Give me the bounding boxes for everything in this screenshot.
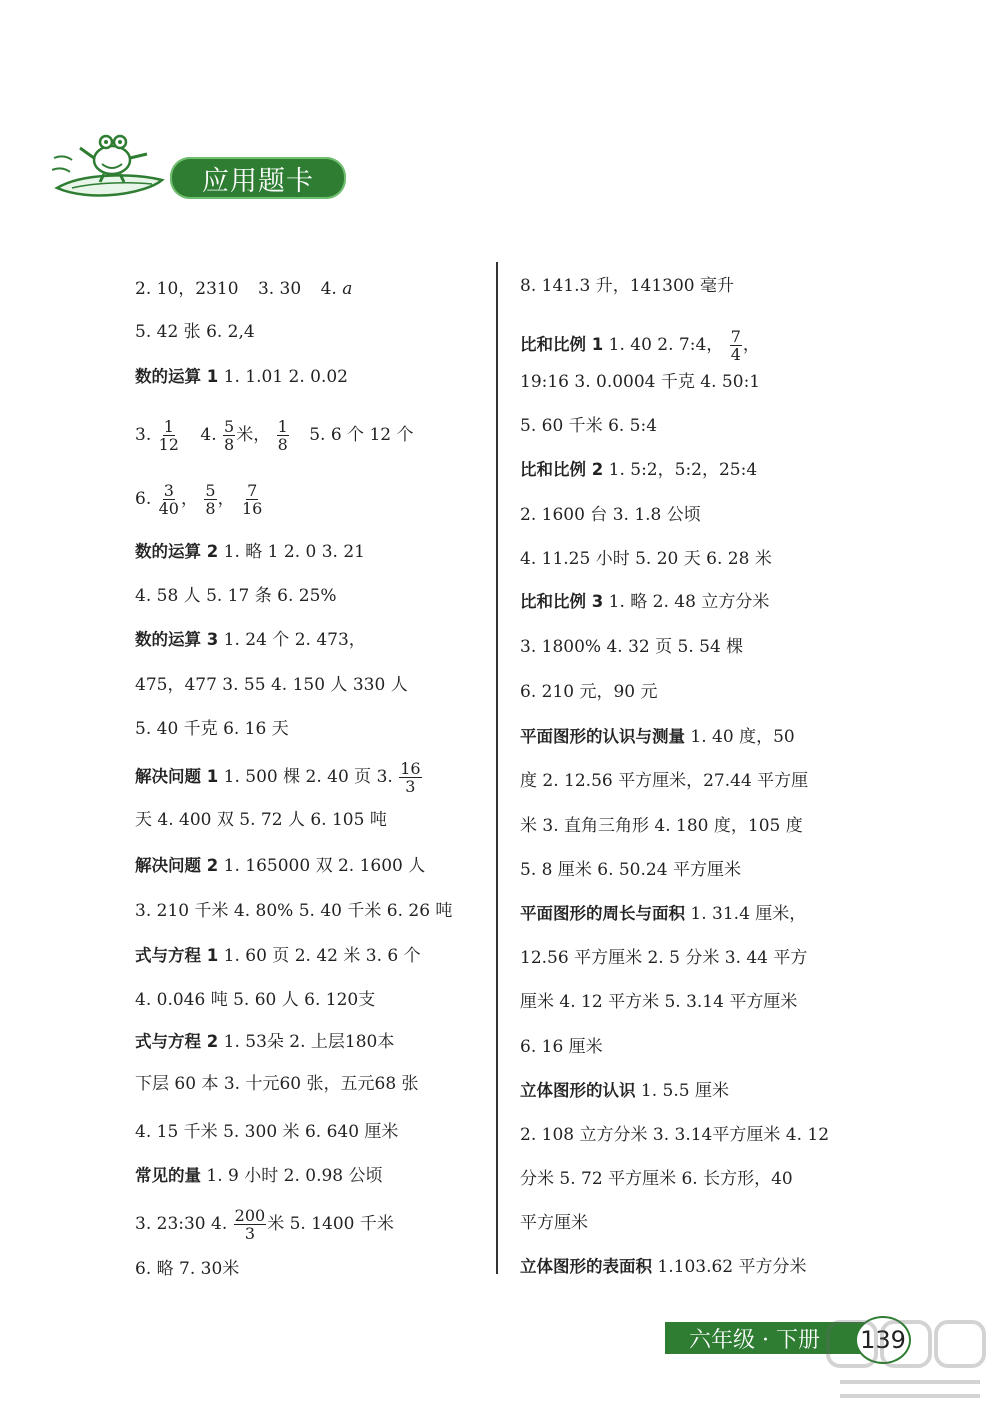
numerator: 3 (163, 481, 174, 500)
answer-line: 分米 5. 72 平方厘米 6. 长方形，40 (520, 1169, 793, 1189)
denominator: 8 (224, 435, 235, 454)
answer-text: 1. 53朵 2. 上层180本 (223, 1032, 395, 1052)
answer-text: 1. 9 小时 2. 0.98 公顷 (206, 1166, 383, 1186)
section-line (135, 365, 348, 389)
section-line (135, 540, 365, 564)
answer-line: 厘米 4. 12 平方米 5. 3.14 平方厘米 (520, 992, 798, 1012)
answer-line: 4. 15 千米 5. 300 米 6. 640 厘米 (135, 1122, 399, 1142)
answer-line: 4. 0.046 吨 5. 60 人 6. 120支 (135, 990, 376, 1010)
frog-surfboard-illustration (52, 118, 172, 218)
answer-line: 475，477 3. 55 4. 150 人 330 人 (135, 675, 408, 695)
answer-line: 米 3. 直角三角形 4. 180 度，105 度 (520, 816, 803, 836)
denominator: 3 (405, 777, 416, 796)
denominator: 12 (158, 435, 179, 454)
answer-line (135, 1207, 394, 1242)
grade-footer: 六年级 · 下册 (665, 1322, 865, 1354)
answer-line: 6. 210 元，90 元 (520, 682, 658, 702)
answer-text: 米， (236, 425, 271, 445)
answer-line: 4. 58 人 5. 17 条 6. 25% (135, 586, 337, 606)
section-heading: 数的运算 2 (135, 542, 219, 561)
answer-line: 2. 1600 台 3. 1.8 公顷 (520, 505, 701, 525)
section-line (520, 902, 806, 926)
denominator: 8 (277, 435, 288, 454)
variable-a: a (342, 279, 353, 299)
section-line (520, 328, 760, 363)
answer-text: 3. 23:30 4. (135, 1214, 233, 1234)
denominator: 40 (158, 499, 179, 518)
section-heading: 式与方程 1 (135, 946, 219, 965)
denominator: 3 (244, 1224, 256, 1243)
answer-line: 6. 16 厘米 (520, 1037, 603, 1057)
fraction (730, 328, 742, 363)
answer-line (135, 277, 352, 301)
answer-text: 1. 31.4 厘米， (690, 904, 807, 924)
fraction (158, 482, 180, 517)
answer-line: 2. 108 立方分米 3. 3.14平方厘米 4. 12 (520, 1125, 830, 1145)
fraction (399, 760, 421, 795)
section-heading: 平面图形的认识与测量 (520, 727, 685, 746)
answer-line: 4. 11.25 小时 5. 20 天 6. 28 米 (520, 549, 772, 569)
answer-line: 3. 1800% 4. 32 页 5. 54 棵 (520, 637, 744, 657)
denominator: 8 (205, 499, 216, 518)
fraction (204, 482, 216, 517)
section-heading: 数的运算 1 (135, 367, 219, 386)
answer-text: 1. 40 度，50 (690, 727, 795, 747)
answer-text: 1. 1.01 2. 0.02 (223, 367, 348, 387)
answer-text: 1. 略 2. 48 立方分米 (608, 592, 770, 612)
answer-text: ， (742, 335, 760, 355)
fraction (241, 482, 263, 517)
section-heading: 平面图形的周长与面积 (520, 904, 685, 923)
site-watermark-logo (820, 1312, 995, 1412)
answer-line: 下层 60 本 3. 十元60 张，五元68 张 (135, 1074, 419, 1094)
answer-line: 6. 略 7. 30米 (135, 1259, 240, 1279)
fraction (158, 418, 180, 453)
answer-text: 米 5. 1400 千米 (267, 1214, 394, 1234)
answer-text: 4. (320, 279, 343, 299)
answer-line: 平方厘米 (520, 1213, 588, 1233)
numerator: 1 (277, 417, 288, 436)
fraction (223, 418, 235, 453)
answer-text: 3. 30 (257, 279, 302, 299)
answer-line (135, 482, 264, 517)
section-line (520, 1255, 807, 1279)
answer-text: 1. 5:2，5:2，25:4 (608, 460, 758, 480)
answer-text: 1. 略 1 2. 0 3. 21 (223, 542, 365, 562)
answer-text: 4. (200, 425, 223, 445)
answer-text: ， (217, 489, 235, 509)
answer-text: 1. 60 页 2. 42 米 3. 6 个 (223, 946, 421, 966)
fraction (234, 1207, 267, 1242)
page-title-banner: 应用题卡 (170, 157, 346, 199)
section-line (135, 1164, 383, 1188)
answer-line: 19:16 3. 0.0004 千克 4. 50:1 (520, 372, 761, 392)
section-line (520, 725, 795, 749)
section-heading: 数的运算 3 (135, 630, 219, 649)
answer-line: 12.56 平方厘米 2. 5 分米 3. 44 平方 (520, 948, 808, 968)
answer-line: 天 4. 400 双 5. 72 人 6. 105 吨 (135, 810, 387, 830)
numerator: 200 (234, 1206, 266, 1225)
answer-line: 5. 40 千克 6. 16 天 (135, 719, 289, 739)
fraction (277, 418, 289, 453)
column-divider (496, 262, 498, 1274)
section-line (520, 458, 757, 482)
answer-line: 8. 141.3 升，141300 毫升 (520, 276, 734, 296)
numerator: 7 (247, 481, 258, 500)
numerator: 1 (163, 417, 174, 436)
answer-line (135, 418, 414, 453)
numerator: 7 (730, 327, 741, 346)
answer-line: 5. 42 张 6. 2,4 (135, 322, 255, 342)
answer-text: 1.103.62 平方分米 (657, 1257, 807, 1277)
answer-text: 5. 6 个 12 个 (309, 425, 414, 445)
section-heading: 式与方程 2 (135, 1032, 219, 1051)
section-heading: 比和比例 2 (520, 460, 604, 479)
answer-text: 6. (135, 489, 157, 509)
section-heading: 立体图形的表面积 (520, 1257, 652, 1276)
answer-line: 度 2. 12.56 平方厘米，27.44 平方厘 (520, 771, 809, 791)
numerator: 5 (224, 417, 235, 436)
answer-line: 3. 210 千米 4. 80% 5. 40 千米 6. 26 吨 (135, 901, 453, 921)
answer-text: 1. 165000 双 2. 1600 人 (223, 856, 426, 876)
numerator: 5 (205, 481, 216, 500)
section-heading: 解决问题 1 (135, 767, 219, 786)
section-line (135, 1030, 394, 1054)
section-heading: 比和比例 1 (520, 335, 604, 354)
answer-text: 1. 24 个 2. 473， (223, 630, 366, 650)
section-heading: 比和比例 3 (520, 592, 604, 611)
answer-text: 3. (135, 425, 157, 445)
section-line (135, 628, 366, 652)
answer-text: 1. 500 棵 2. 40 页 3. (223, 767, 399, 787)
answer-text: ， (180, 489, 198, 509)
section-line (135, 854, 425, 878)
answer-text: 2. 10，2310 (135, 279, 239, 299)
section-heading: 常见的量 (135, 1166, 201, 1185)
section-line (135, 944, 421, 968)
answer-text: 1. 40 2. 7:4， (608, 335, 724, 355)
section-line (520, 590, 769, 614)
page-number: 139 (855, 1316, 911, 1364)
answer-text: 1. 5.5 厘米 (640, 1081, 729, 1101)
section-line (520, 1079, 729, 1103)
answer-line: 5. 60 千米 6. 5:4 (520, 416, 658, 436)
answer-line: 5. 8 厘米 6. 50.24 平方厘米 (520, 860, 741, 880)
denominator: 4 (730, 345, 741, 364)
denominator: 16 (241, 499, 263, 518)
section-heading: 立体图形的认识 (520, 1081, 636, 1100)
section-heading: 解决问题 2 (135, 856, 219, 875)
section-line (135, 760, 423, 795)
numerator: 16 (400, 759, 421, 778)
